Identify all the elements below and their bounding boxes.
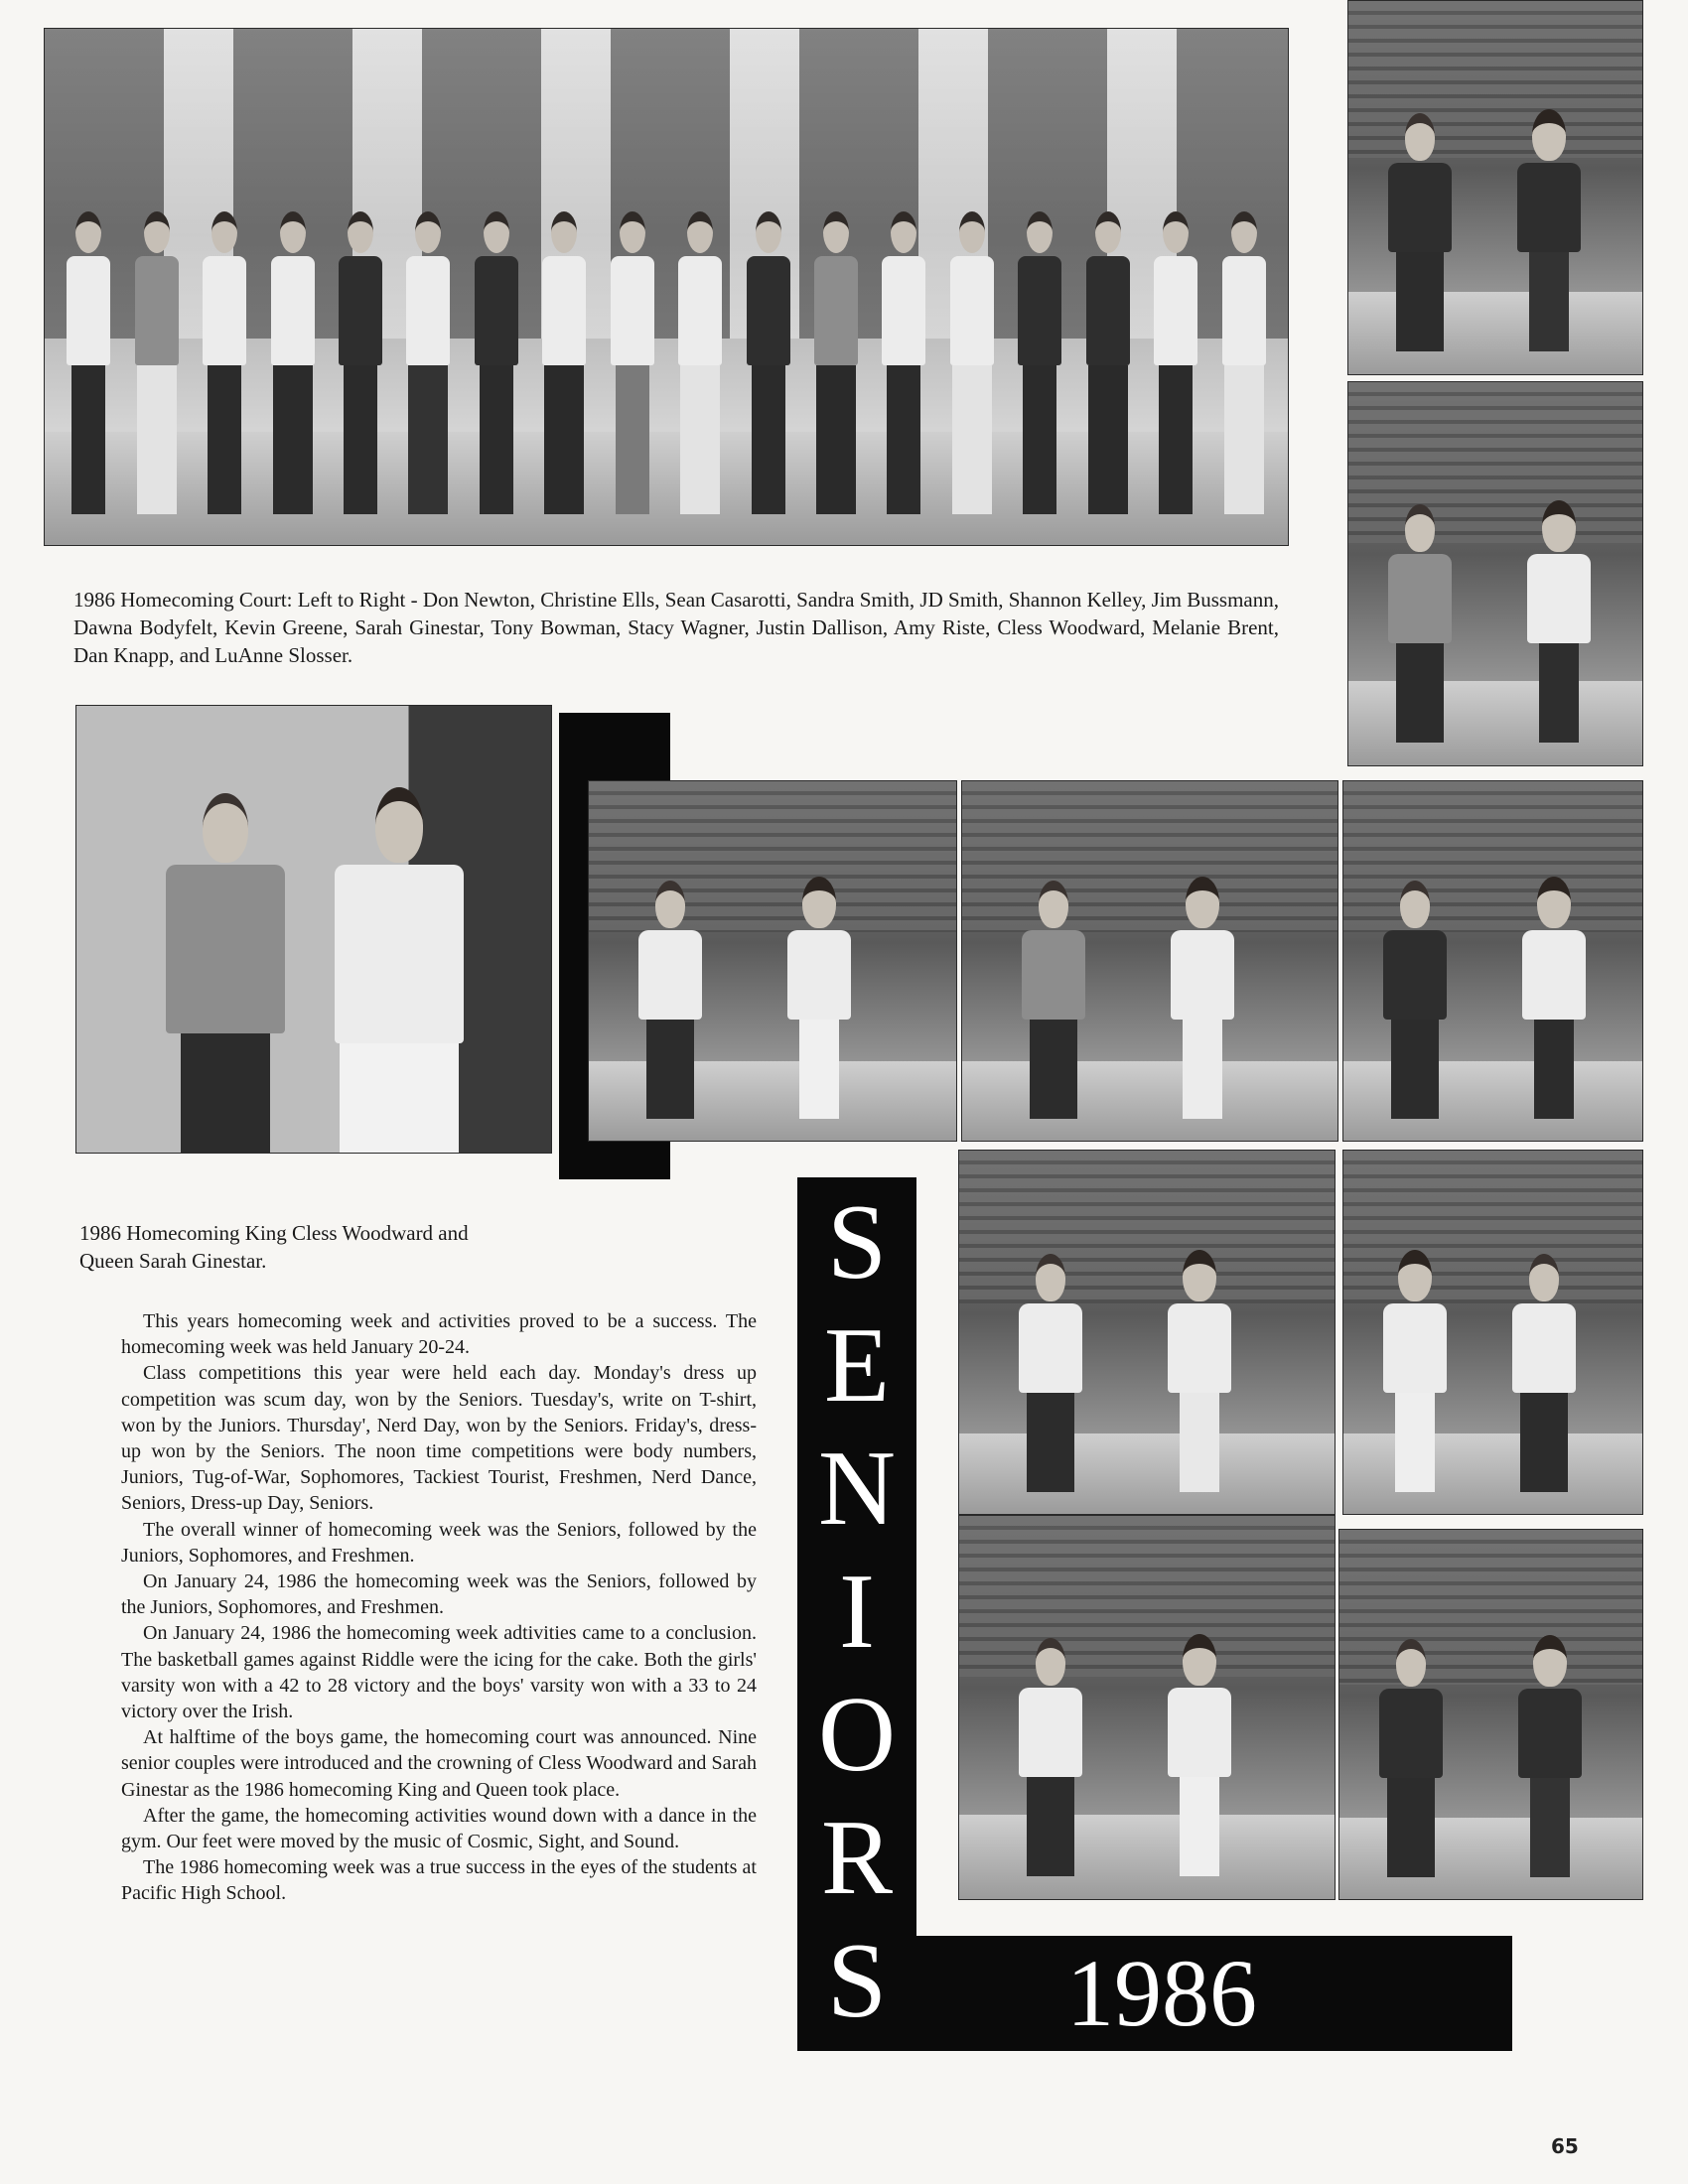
- seniors-letter-s1: S: [826, 1183, 888, 1301]
- article-paragraph: On January 24, 1986 the homecoming week was the Seniors, followed by the Juniors, Sophomores, and Freshmen.: [121, 1570, 757, 1619]
- king-queen-caption: 1986 Homecoming King Cless Woodward and Queen Sarah Ginestar.: [79, 1221, 469, 1273]
- king-queen-photo: [75, 705, 552, 1154]
- seniors-letter-n: N: [818, 1430, 896, 1548]
- page-number: 65: [1551, 2134, 1579, 2158]
- article-paragraph: At halftime of the boys game, the homecoming court was announced. Nine senior couples were introduced and the crowning of Cless Woodward and Sarah Ginestar as the 1986 homecoming King and Queen took place.: [121, 1726, 757, 1801]
- couple-photo-grid-4: [958, 1150, 1336, 1515]
- article-paragraph: On January 24, 1986 the homecoming week adtivities came to a conclusion. The basketball games against Riddle were the icing for the cake. Both the girls' varsity won with a 42 to 28 victory and the boys' varsity won with a 33 to 24 victory over the Irish.: [121, 1622, 757, 1723]
- article-paragraph: The overall winner of homecoming week was the Seniors, followed by the Juniors, Sophomores, and Freshmen.: [121, 1518, 757, 1567]
- seniors-letter-e: E: [824, 1306, 890, 1425]
- article-paragraph: After the game, the homecoming activities wound down with a dance in the gym. Our feet were moved by the music of Cosmic, Sight, and Sound.: [121, 1804, 757, 1853]
- couple-photo-grid-1: [588, 780, 957, 1142]
- article-paragraph: Class competitions this year were held each day. Monday's dress up competition was scum day, won by the Seniors. Tuesday's, write on T-shirt, won by the Juniors. Thursday', Nerd Day, won by the Seniors. Friday's, dress-up won by the Seniors. The noon time competitions were body numbers, Juniors, Tug-of-War, Sophomores, Tackiest Tourist, Freshmen, Nerd Dance, Seniors, Dress-up Day, Seniors.: [121, 1362, 757, 1515]
- article-body: [121, 1308, 757, 1907]
- year-label: 1986: [1066, 1940, 1257, 2046]
- court-group: [45, 211, 1288, 514]
- seniors-letter-o: O: [818, 1676, 896, 1794]
- seniors-letter-r: R: [820, 1799, 894, 1917]
- homecoming-court-photo: [44, 28, 1289, 546]
- couple-photo-right-2: [1347, 381, 1643, 766]
- couple-photo-grid-6: [958, 1515, 1336, 1900]
- couple-photo-grid-7: [1338, 1529, 1643, 1900]
- couple-photo-grid-5: [1342, 1150, 1643, 1515]
- couple-photo-grid-2: [961, 780, 1338, 1142]
- couple-photo-right-1: [1347, 0, 1643, 375]
- article-paragraph: This years homecoming week and activities proved to be a success. The homecoming week was held January 20-24.: [121, 1310, 757, 1359]
- seniors-letter-s2: S: [826, 1922, 888, 2040]
- court-caption: 1986 Homecoming Court: Left to Right - Don Newton, Christine Ells, Sean Casarotti, Sandra Smith, JD Smith, Shannon Kelley, Jim Bussmann, Dawna Bodyfelt, Kevin Greene, Sarah Ginestar, Tony Bowman, Stacy Wagner, Justin Dallison, Amy Riste, Cless Woodward, Melanie Brent, Dan Knapp, and LuAnne Slosser.: [73, 588, 1279, 667]
- couple-photo-grid-3: [1342, 780, 1643, 1142]
- seniors-letter-i: I: [839, 1553, 875, 1671]
- article-paragraph: The 1986 homecoming week was a true success in the eyes of the students at Pacific High School.: [121, 1856, 757, 1905]
